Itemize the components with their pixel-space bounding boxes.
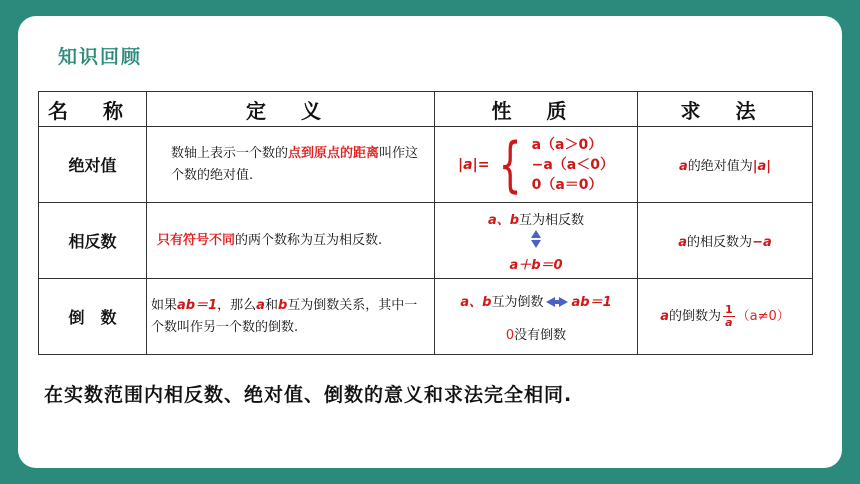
header-definition: 定 义 xyxy=(147,92,435,127)
method-value: −a xyxy=(752,235,772,250)
prop-equation: a＋b＝0 xyxy=(509,257,563,273)
def-highlight: 只有符号不同 xyxy=(157,232,236,248)
term-absolute-value: 绝对值 xyxy=(39,127,147,203)
header-name: 名 称 xyxy=(39,92,147,127)
def-highlight: ab＝1 xyxy=(177,297,218,313)
method-value: |a| xyxy=(752,159,772,174)
case-negative: −a（a＜0） xyxy=(531,156,614,173)
double-arrow-icon xyxy=(530,230,542,248)
case-positive: a（a＞0） xyxy=(531,136,603,153)
prop-vars: a、b xyxy=(460,294,492,310)
table-row-absolute-value xyxy=(39,127,813,203)
def-var-a: a xyxy=(256,297,265,313)
def-text: 和 xyxy=(264,297,278,313)
property-absolute-value xyxy=(435,127,638,203)
method-reciprocal xyxy=(638,279,813,355)
piecewise-formula xyxy=(458,129,614,200)
concept-table xyxy=(38,91,813,355)
method-var: a xyxy=(678,159,688,174)
term-reciprocal: 倒 数 xyxy=(39,279,147,355)
fraction xyxy=(723,304,735,329)
definition-opposite xyxy=(147,203,435,279)
formula-lhs: |a|= xyxy=(458,156,490,173)
term-opposite: 相反数 xyxy=(39,203,147,279)
method-text: 的倒数为 xyxy=(668,309,721,324)
fraction-denominator: a xyxy=(725,316,733,329)
prop-vars: a、b xyxy=(487,212,520,228)
property-opposite xyxy=(435,203,638,279)
case-zero: 0（a＝0） xyxy=(531,176,603,193)
property-reciprocal xyxy=(435,279,638,355)
method-text: 的相反数为 xyxy=(687,235,753,250)
method-var: a xyxy=(678,235,688,250)
fraction-numerator: 1 xyxy=(725,303,733,316)
table-row-reciprocal xyxy=(39,279,813,355)
method-condition: （a≠0） xyxy=(736,309,790,324)
header-method: 求 法 xyxy=(638,92,813,127)
brace-symbol: { xyxy=(499,129,522,200)
definition-absolute-value xyxy=(147,127,435,203)
prop-text: 互为相反数 xyxy=(519,212,585,228)
prop-text: 互为倒数 xyxy=(491,294,544,310)
prop-zero: 0 xyxy=(505,327,515,343)
table-header-row xyxy=(39,92,813,127)
def-text: 数轴上表示一个数的 xyxy=(171,145,289,161)
section-title: 知识回顾 xyxy=(58,46,143,68)
formula-cases xyxy=(532,135,614,195)
method-opposite xyxy=(638,203,813,279)
definition-reciprocal xyxy=(147,279,435,355)
def-text: 如果 xyxy=(151,297,178,313)
method-absolute-value xyxy=(638,127,813,203)
def-text: 的两个数称为互为相反数. xyxy=(235,232,383,248)
def-text: ，那么 xyxy=(217,297,257,313)
method-text: 的绝对值为 xyxy=(687,159,753,174)
def-var-b: b xyxy=(277,297,288,313)
table-row-opposite xyxy=(39,203,813,279)
def-text: 互为倒数关系，其中一个数叫作另一个数的倒数. xyxy=(151,297,418,335)
prop-equation: ab＝1 xyxy=(571,294,612,310)
summary-text: 在实数范围内相反数、绝对值、倒数的意义和求法完全相同. xyxy=(44,384,573,406)
def-text: 叫作这个数的绝对值. xyxy=(171,145,419,183)
double-arrow-icon xyxy=(546,297,568,307)
def-highlight: 点到原点的距离 xyxy=(288,145,380,161)
method-var: a xyxy=(660,309,669,324)
slide-card xyxy=(18,16,842,468)
prop-zero-text: 没有倒数 xyxy=(514,327,567,343)
header-property: 性 质 xyxy=(435,92,638,127)
